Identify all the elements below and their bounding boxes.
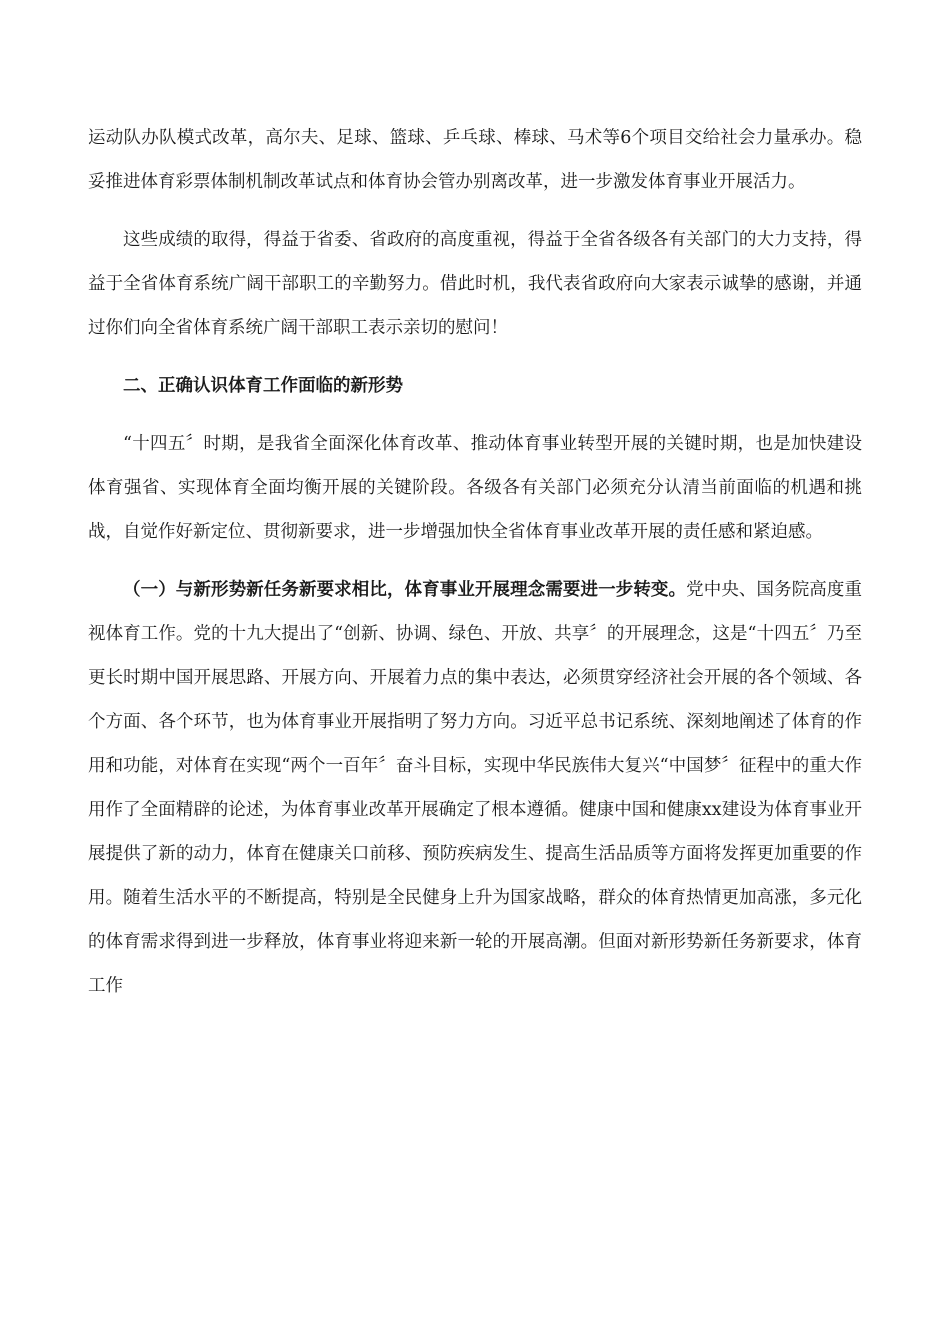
paragraph-fourteenth-five-year: “十四五〞时期，是我省全面深化体育改革、推动体育事业转型开展的关键时期，也是加快建设体育强省、实现体育全面均衡开展的关键阶段。各级各有关部门必须充分认清当前面临的机遇和挑战，自觉作好新定位、贯彻新要求，进一步增强加快全省体育事业改革开展的责任感和紧迫感。 [88,434,862,542]
paragraph-reform-continued: 运动队办队模式改革，高尔夫、足球、篮球、乒乓球、棒球、马术等6个项目交给社会力量承办。稳妥推进体育彩票体制机制改革试点和体育协会管办别离改革，进一步激发体育事业开展活力。 [88,128,862,192]
subheading-development-concept: （一）与新形势新任务新要求相比，体育事业开展理念需要进一步转变。 [123,580,687,600]
paragraph-development-concept [88,568,862,1008]
paragraph-development-concept-body: 党中央、国务院高度重视体育工作。党的十九大提出了“创新、协调、绿色、开放、共享〞的开展理念，这是“十四五〞乃至更长时期中国开展思路、开展方向、开展着力点的集中表达，必须贯穿经济社会开展的各个领域、各个方面、各个环节，也为体育事业开展指明了努力方向。习近平总书记系统、深刻地阐述了体育的作用和功能，对体育在实现“两个一百年〞奋斗目标，实现中华民族伟大复兴“中国梦〞征程中的重大作用作了全面精辟的论述，为体育事业改革开展确定了根本遵循。健康中国和健康xx建设为体育事业开展提供了新的动力，体育在健康关口前移、预防疾病发生、提高生活品质等方面将发挥更加重要的作用。随着生活水平的不断提高，特别是全民健身上升为国家战略，群众的体育热情更加高涨，多元化的体育需求得到进一步释放，体育事业将迎来新一轮的开展高潮。但面对新形势新任务新要求，体育工作 [88,580,863,996]
document-page [88,116,862,1008]
section-heading-new-situation: 二、正确认识体育工作面临的新形势 [123,376,403,396]
paragraph-achievements-thanks: 这些成绩的取得，得益于省委、省政府的高度重视，得益于全省各级各有关部门的大力支持，得益于全省体育系统广阔干部职工的辛勤努力。借此时机，我代表省政府向大家表示诚挚的感谢，并通过你们向全省体育系统广阔干部职工表示亲切的慰问！ [88,230,862,338]
